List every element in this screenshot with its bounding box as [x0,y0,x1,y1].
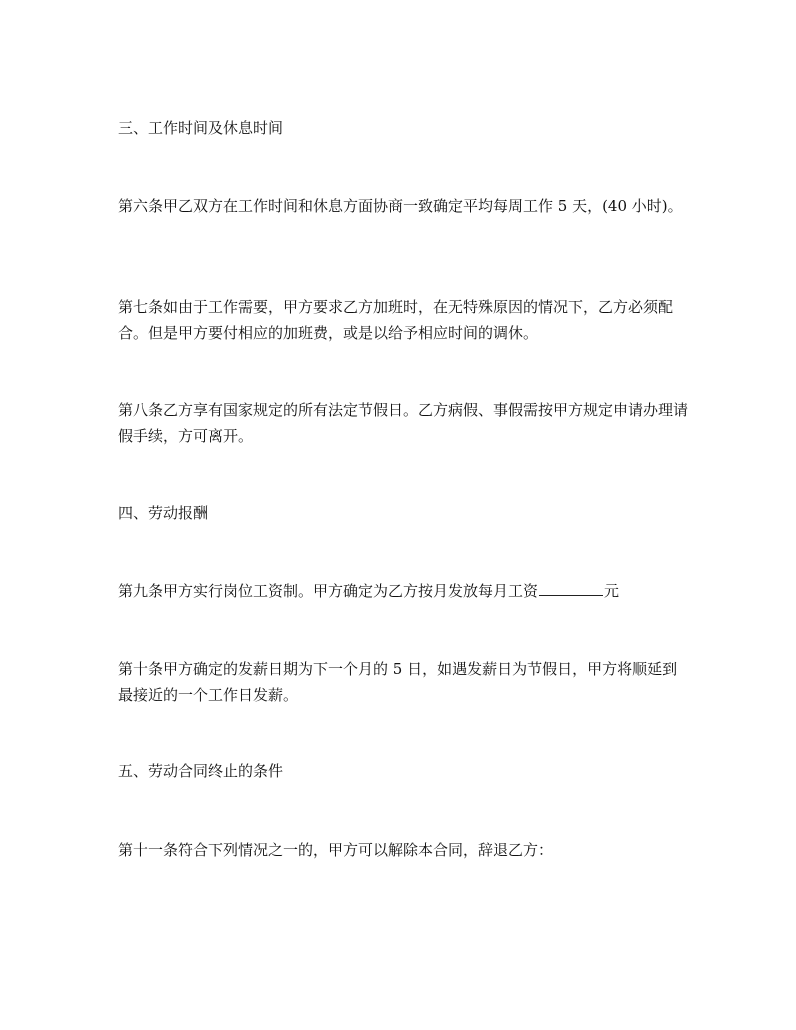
section-4-heading: 四、劳动报酬 [118,504,209,522]
section-3-heading: 三、工作时间及休息时间 [118,119,284,137]
article-9-unit: 元 [604,582,620,600]
article-10-paragraph: 第十条甲方确定的发薪日期为下一个月的 5 日，如遇发薪日为节假日，甲方将顺延到最接近的一个工作日发薪。 [118,660,678,704]
section-5-heading: 五、劳动合同终止的条件 [118,762,284,780]
article-6-paragraph: 第六条甲乙双方在工作时间和休息方面协商一致确定平均每周工作 5 天，(40 小时)。 [118,197,683,215]
article-11-paragraph: 第十一条符合下列情况之一的，甲方可以解除本合同，辞退乙方： [118,841,554,859]
article-9-text: 第九条甲方实行岗位工资制。甲方确定为乙方按月发放每月工资 [118,582,539,600]
article-8-paragraph: 第八条乙方享有国家规定的所有法定节假日。乙方病假、事假需按甲方规定申请办理请假手续，方可离开。 [118,401,689,445]
article-7-paragraph: 第七条如由于工作需要，甲方要求乙方加班时，在无特殊原因的情况下，乙方必须配合。但是甲方要付相应的加班费，或是以给予相应时间的调休。 [118,298,674,342]
salary-amount-blank [539,581,603,596]
article-9-paragraph [118,578,688,604]
